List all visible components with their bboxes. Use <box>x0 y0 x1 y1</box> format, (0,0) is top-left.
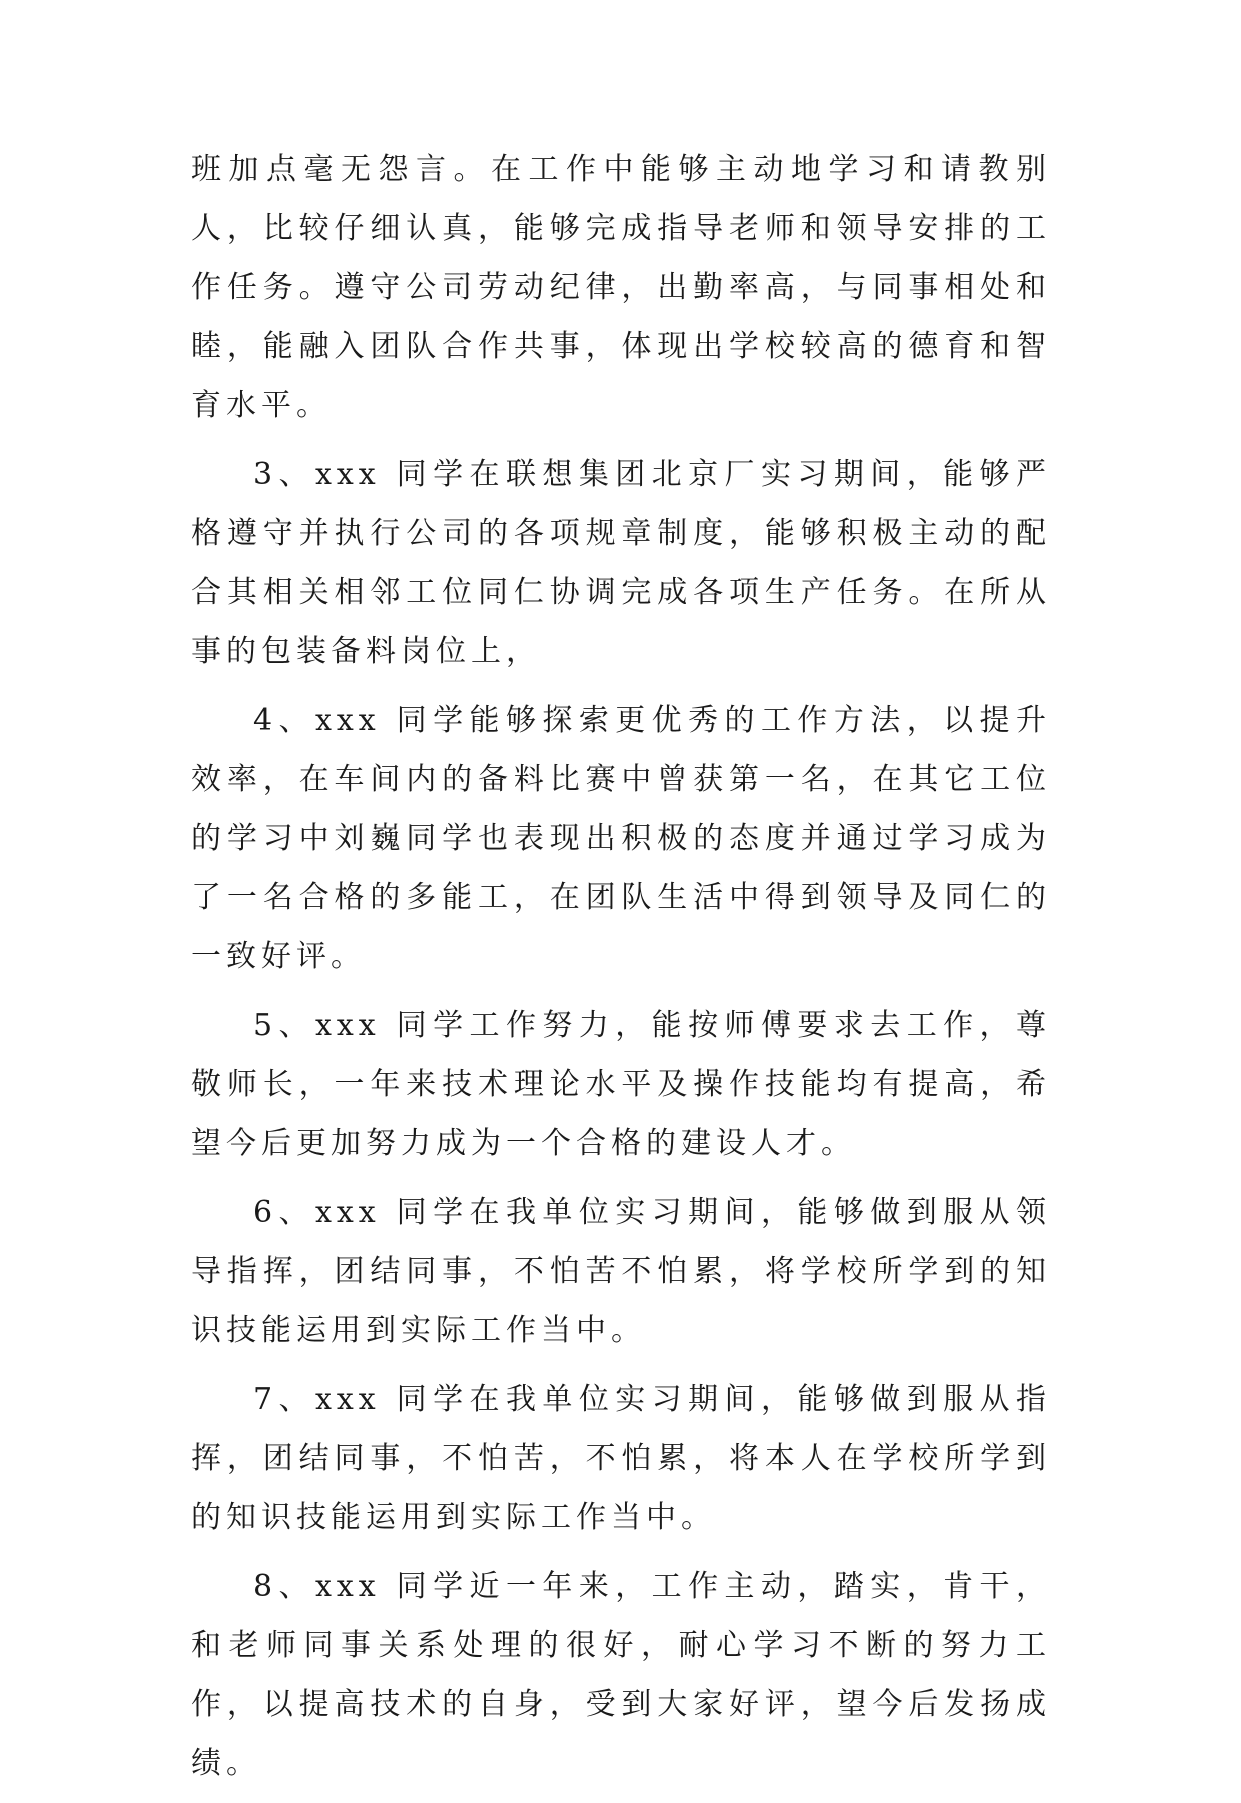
paragraph-item-5: 5、xxx 同学工作努力，能按师傅要求去工作，尊敬师长，一年来技术理论水平及操作技能均有提高，希望今后更加努力成为一个合格的建设人才。 <box>191 1008 1051 1161</box>
paragraph-item-3: 3、xxx 同学在联想集团北京厂实习期间，能够严格遵守并执行公司的各项规章制度，能够积极主动的配合其相关相邻工位同仁协调完成各项生产任务。在所从事的包装备料岗位上， <box>191 457 1051 669</box>
paragraph-item-4: 4、xxx 同学能够探索更优秀的工作方法，以提升效率，在车间内的备料比赛中曾获第一名，在其它工位的学习中刘巍同学也表现出积极的态度并通过学习成为了一名合格的多能工，在团队生活中得到领导及同仁的一致好评。 <box>191 703 1051 974</box>
document-page <box>191 140 1051 1803</box>
paragraph-item-8: 8、xxx 同学近一年来，工作主动，踏实，肯干，和老师同事关系处理的很好，耐心学习不断的努力工作，以提高技术的自身，受到大家好评，望今后发扬成绩。 <box>191 1569 1051 1781</box>
paragraph-item-6: 6、xxx 同学在我单位实习期间，能够做到服从领导指挥，团结同事，不怕苦不怕累，将学校所学到的知识技能运用到实际工作当中。 <box>191 1195 1051 1348</box>
paragraph-continuation: 班加点毫无怨言。在工作中能够主动地学习和请教别人，比较仔细认真，能够完成指导老师和领导安排的工作任务。遵守公司劳动纪律，出勤率高，与同事相处和睦，能融入团队合作共事，体现出学校较高的德育和智育水平。 <box>191 152 1051 423</box>
paragraph-item-7: 7、xxx 同学在我单位实习期间，能够做到服从指挥，团结同事，不怕苦，不怕累，将本人在学校所学到的知识技能运用到实际工作当中。 <box>191 1382 1051 1535</box>
